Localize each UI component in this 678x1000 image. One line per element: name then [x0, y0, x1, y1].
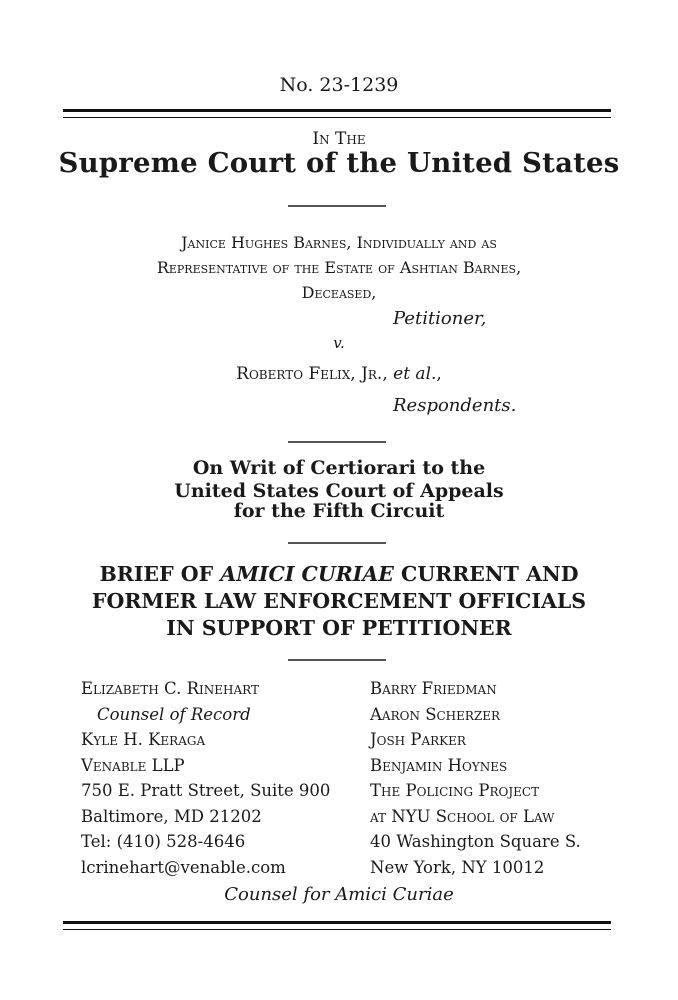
in-the-label: In The [312, 129, 366, 149]
counsel-right-org-1: The Policing Project [370, 781, 540, 800]
respondent-comma: , [436, 364, 442, 384]
counsel-right-name-4: Benjamin Hoynes [370, 755, 508, 775]
counsel-right-name-1: Barry Friedman [370, 679, 497, 698]
counsel-right-address: 40 Washington Square S. [370, 832, 581, 851]
versus: v. [333, 334, 345, 352]
counsel-left-firm: Venable LLP [81, 755, 185, 775]
writ-line-2: United States Court of Appeals [174, 480, 504, 502]
brief-title-line-2: FORMER LAW ENFORCEMENT OFFICIALS [91, 589, 587, 613]
court-name: Supreme Court of the United States [58, 148, 620, 179]
respondent-line [0, 364, 678, 384]
counsel-right-name-3: Josh Parker [370, 730, 466, 749]
divider-4 [288, 659, 386, 661]
petitioner-line-3: Deceased, [301, 283, 377, 302]
respondent-et-al: et al. [393, 364, 437, 384]
brief-title-amici: AMICI CURIAE [220, 562, 394, 586]
respondent-role: Respondents. [393, 395, 517, 416]
petitioner-line-2: Representative of the Estate of Ashtian Barnes, [156, 258, 522, 277]
writ-line-1: On Writ of Certiorari to the [192, 457, 486, 479]
petitioner-line-1: Janice Hughes Barnes, Individually and as [181, 233, 497, 252]
divider-1 [288, 205, 386, 207]
top-double-rule [63, 109, 611, 118]
counsel-left-address: 750 E. Pratt Street, Suite 900 [81, 781, 331, 800]
petitioner-role: Petitioner, [393, 308, 487, 329]
brief-title-line-3: IN SUPPORT OF PETITIONER [166, 616, 512, 640]
counsel-left-city: Baltimore, MD 21202 [81, 806, 262, 826]
counsel-left-email: lcrinehart@venable.com [81, 857, 286, 877]
counsel-right-name-2: Aaron Scherzer [370, 704, 501, 724]
bottom-double-rule [63, 921, 611, 930]
counsel-right-column [370, 676, 581, 880]
brief-title-part-c: CURRENT AND [393, 562, 579, 586]
counsel-left-tel: Tel: (410) 528-4646 [81, 832, 246, 851]
divider-2 [288, 441, 386, 443]
writ-line-3: for the Fifth Circuit [233, 500, 445, 522]
respondent-name: Roberto Felix, Jr., [236, 364, 388, 384]
counsel-left-column [81, 676, 330, 880]
counsel-of-record: Counsel of Record [97, 704, 251, 724]
divider-3 [288, 542, 386, 544]
brief-title-line-1 [0, 561, 678, 588]
counsel-for-amici: Counsel for Amici Curiae [224, 884, 454, 905]
brief-title-part-a: BRIEF OF [99, 562, 221, 586]
counsel-right-city: New York, NY 10012 [370, 857, 545, 877]
counsel-left-name-2: Kyle H. Keraga [81, 730, 206, 749]
counsel-left-name-1: Elizabeth C. Rinehart [81, 679, 259, 698]
docket-number: No. 23-1239 [279, 74, 399, 96]
counsel-right-org-2: at NYU School of Law [370, 806, 555, 826]
